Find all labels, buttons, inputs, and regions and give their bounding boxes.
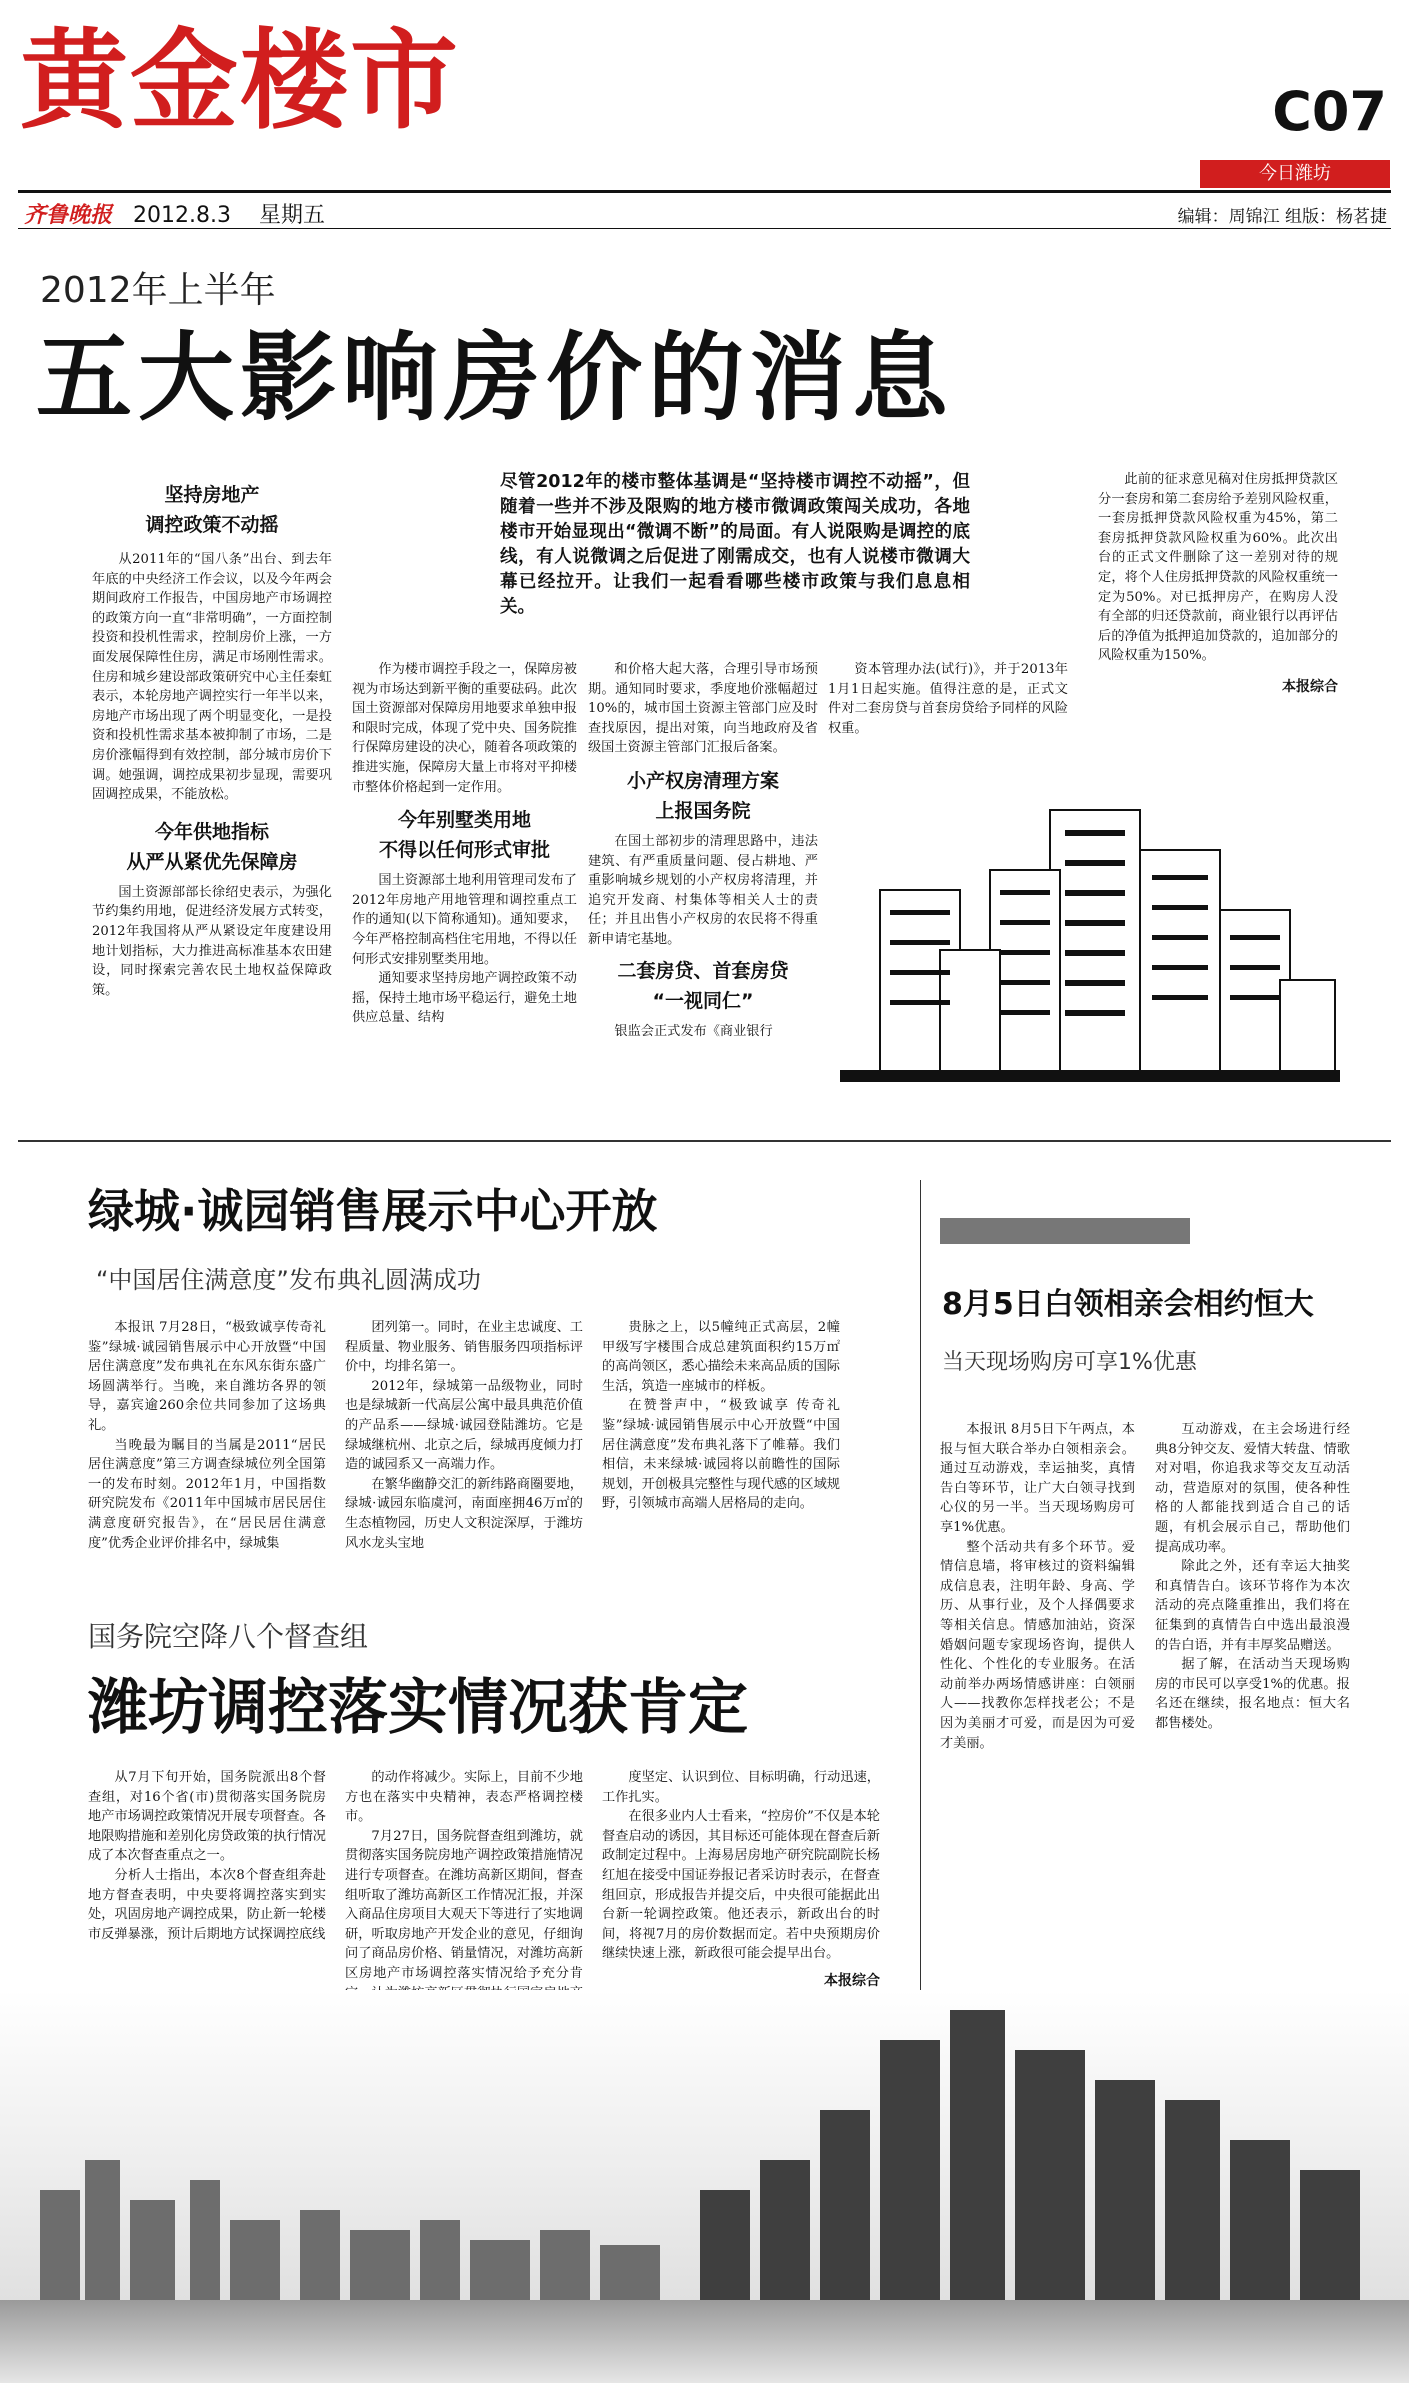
story1-col1-text-b: 国土资源部部长徐绍史表示，为强化节约集约用地，促进经济发展方式转变，2012年我国将从严从紧设定年度建设用地计划指标，大力推进高标准基本农田建设，同时探索完善农民土地权益保障政策。: [92, 884, 332, 998]
story2-col2-text-b: 2012年，绿城第一品级物业，同时也是绿城新一代高层公寓中最具典范价值的产品系——绿城·诚园登陆潍坊。它是绿城继杭州、北京之后，绿城再度倾力打造的诚园系又一高端力作。: [345, 1378, 583, 1473]
story1-col2-text-c: 通知要求坚持房地产调控政策不动摇，保持土地市场平稳运行，避免土地供应总量、结构: [352, 971, 577, 1026]
story1-col4-text: 资本管理办法(试行)》，并于2013年1月1日起实施。值得注意的是，正式文件对二套房贷与首套房贷给予同样的风险权重。: [828, 662, 1068, 736]
story1-col3-text-c: 银监会正式发布《商业银行: [614, 1023, 773, 1039]
story1-subhead-3a: 今年别墅类用地: [397, 809, 531, 832]
story1-subhead-2a: 今年供地指标: [154, 820, 269, 843]
story4-col1-text: 本报讯 8月5日下午两点，本报与恒大联合举办白领相亲会。通过互动游戏，幸运抽奖，真情告白等环节，让广大白领寻找到心仪的另一半。当天现场购房可享1%优惠。: [940, 1422, 1135, 1535]
dateline: [24, 198, 325, 229]
story1-subhead-5a: 二套房贷、首套房贷: [617, 959, 789, 982]
story1-col3-text-b: 在国土部初步的清理思路中，违法建筑、有严重质量问题、侵占耕地、严重影响城乡规划的小产权房将清理，并追究开发商、村集体等相关人士的责任；并且出售小产权房的农民将不得重新申请宅基地。: [588, 833, 818, 947]
story3-col1-text-b: 分析人士指出，本次8个督查组奔赴地方督查表明，中央要将调控落实到实处，巩固房地产调控成果，防止新一轮楼市反弹暴涨，预计后期地方试探调控底线: [88, 1867, 326, 1942]
story1-subhead-4b: 上报国务院: [655, 799, 751, 822]
story4-col2-text-b: 除此之外，还有幸运大抽奖和真情告白。该环节将作为本次活动的亮点隆重推出，我们将在征集到的真情告白中选出最浪漫的告白语，并有丰厚奖品赠送。: [1155, 1559, 1350, 1653]
story1-col3-text-a: 和价格大起大落，合理引导市场预期。通知同时要求，季度地价涨幅超过10%的，城市国土资源主管部门应及时查找原因，提出对策，向当地政府及省级国土资源主管部门汇报后备案。: [588, 662, 818, 756]
story1-headline: 五大影响房价的消息: [36, 322, 954, 434]
story1-col1-text-a: 从2011年的“国八条”出台、到去年年底的中央经济工作会议，以及今年两会期间政府工作报告，中国房地产市场调控的政策方向一直“非常明确”，一方面控制投资和投机性需求，控制房价上涨，一方面发展保障性住房，满足市场刚性需求。住房和城乡建设部政策研究中心主任秦虹表示，本轮房地产调控实行一年半以来，房地产市场出现了两个明显变化，一是投资和投机性需求基本被抑制了市场，二是房价涨幅得到有效控制，部分城市房价下调。她强调，调控成果初步显现，需要巩固调控成果，不能放松。: [92, 552, 332, 803]
tower-1: [1050, 810, 1140, 1080]
tower-7: [1280, 980, 1335, 1080]
story2-col3-text-b: 在赞誉声中，“极致诚享 传奇礼鉴”绿城·诚园销售展示中心开放暨“中国居住满意度”发布典礼落下了帷幕。我们相信，未来绿城·诚园将以前瞻性的国际规划，开创极具完整性与现代感的区域规野，引领城市高端人居格局的走向。: [602, 1398, 840, 1512]
story4-col1-text-b: 整个活动共有多个环节。爱情信息墙，将审核过的资料编辑成信息表，注明年龄、身高、学历、从事行业，及个人择偶要求等相关信息。情感加油站，资深婚姻问题专家现场咨询，提供人性化、个性化的专业服务。在活动前举办两场情感讲座：白领丽人——找教你怎样找老公；不是因为美丽才可爱，而是因为可爱才美丽。: [940, 1539, 1135, 1751]
story1-col5-text: 此前的征求意见稿对住房抵押贷款区分一套房和第二套房给予差别风险权重，一套房抵押贷款风险权重为45%，第二套房抵押贷款风险权重为60%。此次出台的正式文件删除了这一差别对待的规定，将个人住房抵押贷款的风险权重统一定为50%。对已抵押房产，在购房人没有全部的归还贷款前，商业银行以再评估后的净值为抵押追加贷款的，追加部分的风险权重为150%。: [1098, 472, 1338, 664]
story4-headline: 8月5日白领相亲会相约恒大: [942, 1287, 1314, 1322]
section-rule-1: [18, 1140, 1391, 1142]
story2-col1-text-b: 当晚最为瞩目的当属是2011“居民居住满意度”第三方调查绿城位列全国第一的发布时刻。2012年1月，中国指数研究院发布《2011年中国城市居民居住满意度研究报告》，在“居民居住满意度”优秀企业评价排名中，绿城集: [88, 1437, 326, 1551]
skyline-illustration: [840, 780, 1340, 1110]
story3-signature: 本报综合: [824, 1972, 880, 1989]
story4-grey-bar: [940, 1218, 1190, 1244]
story4-subhead: 当天现场购房可享1%优惠: [942, 1350, 1197, 1375]
top-rule: [18, 190, 1391, 193]
paper-logo: 齐鲁晚报: [24, 202, 113, 228]
story1-subhead-1a: 坚持房地产: [164, 484, 260, 506]
story3-col2-text-b: 7月27日，国务院督查组到潍坊，就贯彻落实国务院房地产调控政策措施情况进行专项督查。在潍坊高新区期间，督查组听取了潍坊高新区工作情况汇报，并深入商品住房项目大观天下等进行了实地调研，听取房地产开发企业的意见，仔细询问了商品房价格、销量情况，对潍坊高新区房地产市场调控落实情况给予充分肯: [345, 1828, 583, 1981]
story2-col1-text: 本报讯 7月28日，“极致诚享传奇礼鉴”绿城·诚园销售展示中心开放暨“中国居住满意度”发布典礼在东风东街东盛广场圆满举行。当晚，来自潍坊各界的领导，嘉宾逾260余位共同参加了这场典礼。: [88, 1320, 326, 1433]
story2-col2-text-c: 在繁华幽静交汇的新纬路商圈要地，绿城·诚园东临虞河，南面座拥46万㎡的生态植物园，历史人文积淀深厚，于潍坊风水龙头宝地: [345, 1476, 583, 1551]
tower-6: [940, 950, 1000, 1080]
story3-headline: 潍坊调控落实情况获肯定: [88, 1673, 748, 1743]
story1-signature: 本报综合: [1282, 678, 1338, 695]
story1-subhead-1b: 调控政策不动摇: [145, 514, 279, 536]
story1-subhead-2b: 从严从紧优先保障房: [126, 850, 298, 873]
section-badge: 今日潍坊: [1200, 160, 1390, 188]
story3-col2-text: 的动作将减少。实际上，目前不少地方也在落实中央精神，表态严格调控楼市。: [345, 1770, 583, 1825]
story2-col2-text: 团列第一。同时，在业主忠诚度、工程质量、物业服务、销售服务四项指标评价中，均排名第一。: [345, 1320, 583, 1375]
story2-col3-text: 贵脉之上，以5幢纯正式高层，2幢甲级写字楼围合成总建筑面积约15万㎡的高尚领区，悉心描绘未来高品质的国际生活，筑造一座城市的样板。: [602, 1320, 840, 1394]
editors-credit: 编辑：周锦江 组版：杨茗捷: [1177, 207, 1387, 227]
bottom-cityscape: [0, 1990, 1409, 2383]
story1-col2-text-b: 国土资源部土地利用管理司发布了2012年房地产用地管理和调控重点工作的通知(以下简称通知)。通知要求，今年严格控制高档住宅用地，不得以任何形式安排别墅类用地。: [352, 873, 577, 967]
story4-col2-text: 互动游戏，在主会场进行经典8分钟交友、爱情大转盘、情歌对对唱，你追我求等交友互动活动，营造原对的氛围，使各种性格的人都能找到适合自己的话题，有机会展示自己，帮助他们提高成功率。: [1155, 1422, 1350, 1555]
masthead-title: 黄金楼市: [20, 19, 461, 144]
story2-headline: 绿城·诚园销售展示中心开放: [88, 1184, 658, 1238]
issue-weekday: 星期五: [258, 203, 325, 228]
issue-date: 2012.8.3: [133, 203, 231, 228]
header-rule: [18, 228, 1391, 229]
story1-col2-text-a: 作为楼市调控手段之一，保障房被视为市场达到新平衡的重要砝码。此次国土资源部对保障房用地要求单独申报和限时完成，体现了党中央、国务院推行保障房建设的决心，随着各项政策的推进实施，保障房大量上市将对平抑楼市整体价格起到一定作用。: [352, 662, 577, 795]
story1-subhead-3b: 不得以任何形式审批: [378, 839, 550, 862]
story3-col1-text: 从7月下旬开始，国务院派出8个督查组，对16个省(市)贯彻落实国务院房地产市场调控政策情况开展专项督查。各地限购措施和差别化房贷政策的执行情况成了本次督查重点之一。: [88, 1770, 326, 1864]
story1-kicker: 2012年上半年: [40, 270, 276, 311]
story4-col2-text-c: 据了解，在活动当天现场购房的市民可以享受1%的优惠。报名还在继续，报名地点：恒大名都售楼处。: [1155, 1657, 1350, 1731]
story3-col3-text-b: 在很多业内人士看来，“控房价”不仅是本轮督查启动的诱因，其目标还可能体现在督查后新政制定过程中。上海易居房地产研究院副院长杨红旭在接受中国证券报记者采访时表示，在督查组回京，形成报告并提交后，中央很可能据此出台新一轮调控政策。他还表示，新政出台的时间，将视7月的房价数据而定。若中央预期房价继续快速上涨，新政很可能会提早出台。: [602, 1809, 880, 1962]
story1-subhead-4a: 小产权房清理方案: [626, 769, 779, 792]
page-number: C07: [1272, 80, 1387, 143]
story1-lead: 尽管2012年的楼市整体基调是“坚持楼市调控不动摇”，但随着一些并不涉及限购的地方楼市微调政策闯关成功，各地楼市开始显现出“微调不断”的局面。有人说限购是调控的底线，有人说微调之后促进了刚需成交，也有人说楼市微调大幕已经拉开。让我们一起看看哪些楼市政策与我们息息相关。: [500, 472, 970, 617]
story1-subhead-5b: “一视同仁”: [652, 989, 754, 1012]
story3-col3-text: 度坚定、认识到位、目标明确，行动迅速，工作扎实。: [602, 1770, 880, 1805]
story2-subhead: “中国居住满意度”发布典礼圆满成功: [96, 1266, 481, 1294]
story3-kicker: 国务院空降八个督查组: [88, 1620, 369, 1653]
